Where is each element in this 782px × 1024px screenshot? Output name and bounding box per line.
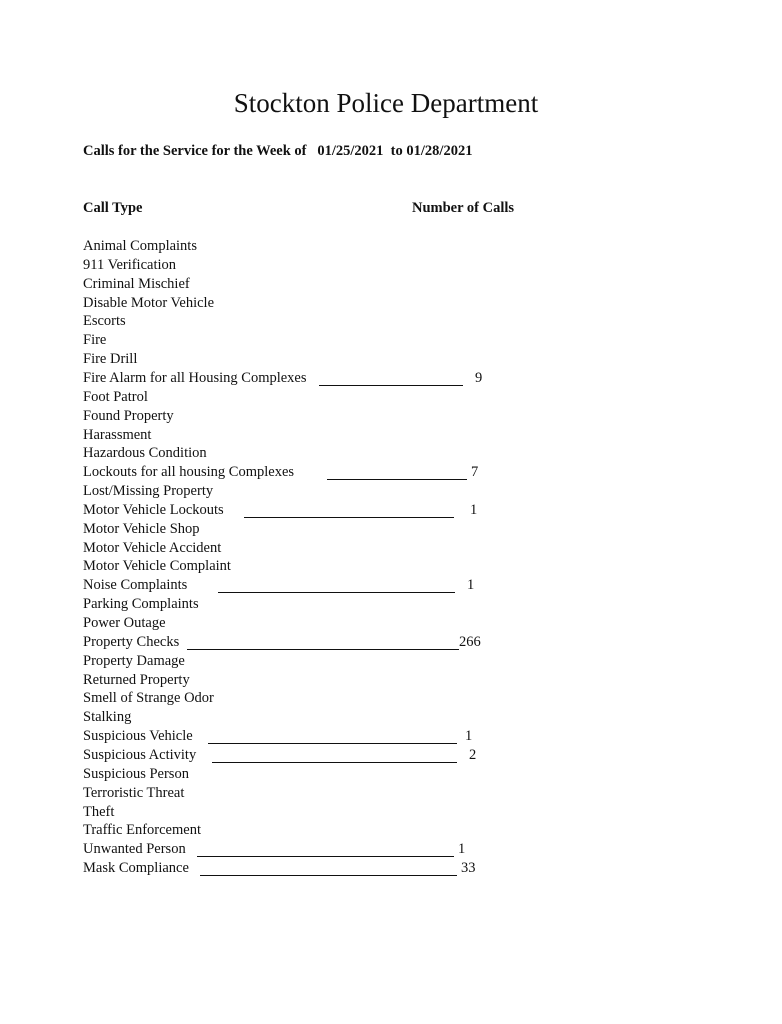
call-type-label: Lockouts for all housing Complexes xyxy=(83,464,295,481)
list-item xyxy=(83,557,231,576)
call-type-label: Foot Patrol xyxy=(83,388,148,405)
call-type-label: Parking Complaints xyxy=(83,596,199,613)
list-item xyxy=(83,840,186,859)
fill-line xyxy=(197,856,454,857)
fill-line xyxy=(187,649,459,650)
call-type-label: Harassment xyxy=(83,426,152,443)
list-item xyxy=(83,614,166,633)
list-item xyxy=(83,859,189,878)
call-type-label: Motor Vehicle Accident xyxy=(83,539,222,556)
call-type-label: Hazardous Condition xyxy=(83,445,207,462)
list-item xyxy=(83,520,200,539)
list-item xyxy=(83,426,151,445)
fill-line xyxy=(200,875,457,876)
call-count: 1 xyxy=(470,501,478,518)
fill-line xyxy=(208,743,457,744)
list-item xyxy=(83,671,190,690)
call-type-header: Call Type xyxy=(83,200,143,216)
call-count: 33 xyxy=(461,860,476,877)
call-type-label: Smell of Strange Odor xyxy=(83,690,214,707)
list-item xyxy=(83,444,207,463)
list-item xyxy=(83,595,199,614)
list-item xyxy=(83,501,224,520)
call-type-label: Returned Property xyxy=(83,671,190,688)
call-count: 266 xyxy=(459,633,481,650)
list-item xyxy=(83,821,201,840)
fill-line xyxy=(212,762,457,763)
call-type-label: Lost/Missing Property xyxy=(83,483,214,500)
list-item xyxy=(83,765,189,784)
list-item xyxy=(83,784,184,803)
list-item xyxy=(83,388,148,407)
call-type-label: Theft xyxy=(83,803,115,820)
list-item xyxy=(83,237,197,256)
call-count: 1 xyxy=(465,728,473,745)
call-count: 2 xyxy=(469,746,477,763)
call-type-label: Property Damage xyxy=(83,652,185,669)
list-item xyxy=(83,708,131,727)
number-of-calls-header: Number of Calls xyxy=(412,200,515,216)
call-type-label: Suspicious Person xyxy=(83,765,189,782)
call-type-label: Terroristic Threat xyxy=(83,784,185,801)
list-item xyxy=(83,633,179,652)
call-type-label: Property Checks xyxy=(83,633,180,650)
call-type-label: Escorts xyxy=(83,313,126,330)
list-item xyxy=(83,689,214,708)
list-item xyxy=(83,463,294,482)
list-item xyxy=(83,727,193,746)
call-type-label: Traffic Enforcement xyxy=(83,822,201,839)
call-type-label: Suspicious Vehicle xyxy=(83,728,193,745)
call-type-label: Motor Vehicle Lockouts xyxy=(83,501,224,518)
call-type-label: Noise Complaints xyxy=(83,577,188,594)
list-item xyxy=(83,803,114,822)
list-item xyxy=(83,331,106,350)
call-type-label: Criminal Mischief xyxy=(83,275,190,292)
list-item xyxy=(83,275,190,294)
call-type-label: Motor Vehicle Complaint xyxy=(83,558,231,575)
report-subtitle: Calls for the Service for the Week of 01/25/2021 to 01/28/2021 xyxy=(83,143,473,159)
list-item xyxy=(83,312,126,331)
fill-line xyxy=(327,479,467,480)
call-type-label: Unwanted Person xyxy=(83,841,186,858)
list-item xyxy=(83,350,137,369)
list-item xyxy=(83,256,176,275)
fill-line xyxy=(244,517,454,518)
list-item xyxy=(83,482,213,501)
page-title: Stockton Police Department xyxy=(233,88,539,118)
call-type-label: Power Outage xyxy=(83,615,166,631)
call-type-label: Found Property xyxy=(83,407,174,424)
list-item xyxy=(83,539,221,558)
call-type-label: 911 Verification xyxy=(83,256,177,273)
call-count: 7 xyxy=(471,464,479,481)
fill-line xyxy=(218,592,455,593)
call-type-label: Suspicious Activity xyxy=(83,746,197,763)
call-count: 1 xyxy=(458,841,466,858)
list-item xyxy=(83,407,174,426)
list-item xyxy=(83,576,187,595)
list-item xyxy=(83,746,196,765)
call-count: 9 xyxy=(475,369,483,386)
list-item xyxy=(83,369,307,388)
call-type-label: Fire xyxy=(83,332,107,349)
call-type-label: Disable Motor Vehicle xyxy=(83,294,215,311)
fill-line xyxy=(319,385,463,386)
call-type-label: Stalking xyxy=(83,709,132,726)
call-count: 1 xyxy=(467,577,475,594)
call-type-label: Fire Alarm for all Housing Complexes xyxy=(83,369,307,386)
call-type-label: Animal Complaints xyxy=(83,238,197,254)
call-type-label: Motor Vehicle Shop xyxy=(83,520,200,537)
call-type-label: Mask Compliance xyxy=(83,860,189,877)
call-type-label: Fire Drill xyxy=(83,351,138,368)
list-item xyxy=(83,294,214,313)
list-item xyxy=(83,652,185,671)
